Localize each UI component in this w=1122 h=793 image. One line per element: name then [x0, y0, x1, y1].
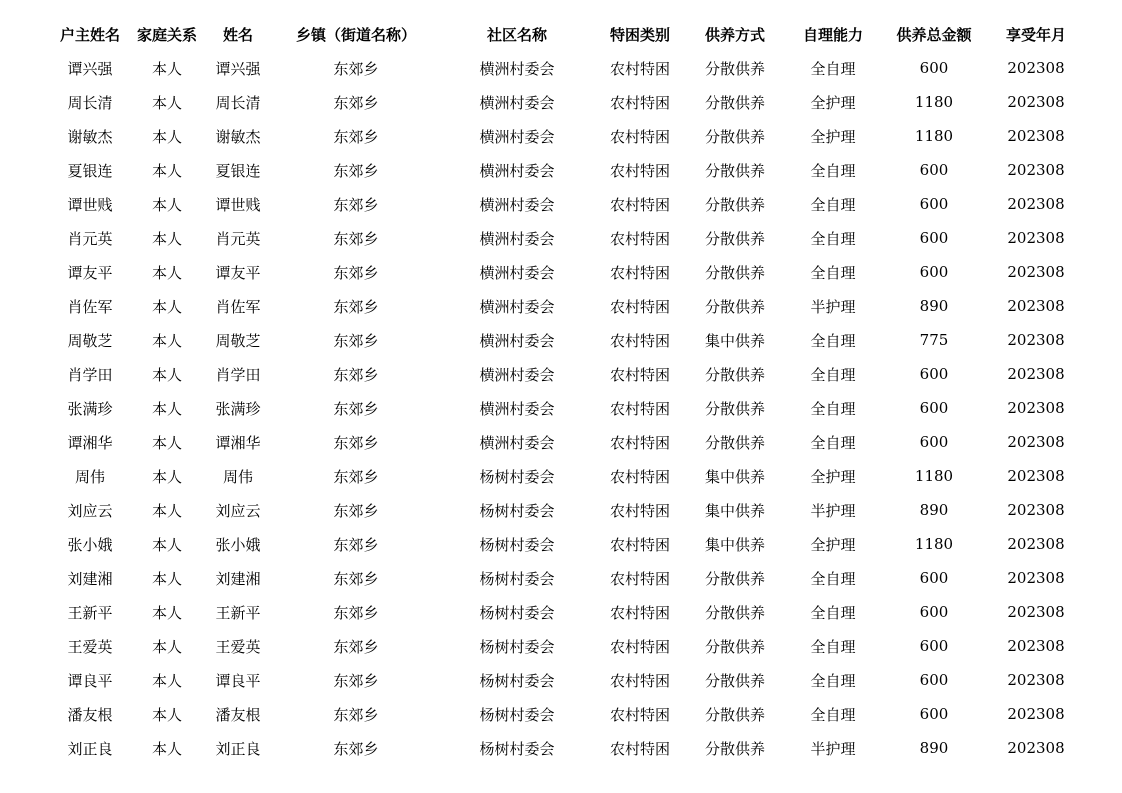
effective-month-cell: 202308 — [1007, 127, 1065, 145]
household-head-name-cell: 谭友平 — [67, 263, 113, 282]
document-sheet — [50, 17, 1070, 765]
relief-category-cell: 农村特困 — [609, 331, 670, 350]
total-amount-cell: 600 — [919, 365, 949, 383]
name-cell: 肖佐军 — [215, 297, 261, 316]
self-care-ability-cell: 全自理 — [810, 263, 856, 282]
effective-month-cell: 202308 — [1007, 739, 1065, 757]
name-cell: 谭世贱 — [215, 195, 261, 214]
household-head-name-cell: 肖学田 — [67, 365, 113, 384]
total-amount-cell: 600 — [919, 263, 949, 281]
total-amount-cell: 890 — [919, 501, 949, 519]
community-cell: 横洲村委会 — [479, 59, 555, 78]
community-cell: 横洲村委会 — [479, 93, 555, 112]
self-care-ability-cell: 全自理 — [810, 569, 856, 588]
township-cell: 东郊乡 — [333, 739, 379, 758]
name-cell: 潘友根 — [215, 705, 261, 724]
support-method-cell: 分散供养 — [704, 59, 765, 78]
self-care-ability-cell: 全护理 — [810, 127, 856, 146]
relief-category-cell: 农村特困 — [609, 433, 670, 452]
table-body — [50, 51, 1086, 765]
self-care-ability-cell: 全自理 — [810, 399, 856, 418]
township-cell: 东郊乡 — [333, 569, 379, 588]
community-cell: 横洲村委会 — [479, 433, 555, 452]
effective-month-cell: 202308 — [1007, 297, 1065, 315]
community-cell: 杨树村委会 — [479, 705, 555, 724]
support-method-cell: 集中供养 — [704, 501, 765, 520]
support-method-cell: 分散供养 — [704, 365, 765, 384]
household-head-name-cell: 谢敏杰 — [67, 127, 113, 146]
self-care-ability-cell: 全自理 — [810, 195, 856, 214]
name-cell: 肖元英 — [215, 229, 261, 248]
effective-month-cell: 202308 — [1007, 365, 1065, 383]
family-relation-cell: 本人 — [151, 161, 182, 180]
self-care-ability-cell: 全护理 — [810, 467, 856, 486]
household-head-name-cell: 刘正良 — [67, 739, 113, 758]
relief-category-cell: 农村特困 — [609, 467, 670, 486]
township-cell: 东郊乡 — [333, 297, 379, 316]
total-amount-cell: 600 — [919, 569, 949, 587]
header-total-amount: 供养总金额 — [896, 25, 972, 44]
self-care-ability-cell: 全自理 — [810, 365, 856, 384]
township-cell: 东郊乡 — [333, 671, 379, 690]
relief-category-cell: 农村特困 — [609, 399, 670, 418]
table-row — [50, 51, 1086, 85]
support-method-cell: 分散供养 — [704, 127, 765, 146]
family-relation-cell: 本人 — [151, 229, 182, 248]
community-cell: 横洲村委会 — [479, 229, 555, 248]
township-cell: 东郊乡 — [333, 467, 379, 486]
effective-month-cell: 202308 — [1007, 705, 1065, 723]
township-cell: 东郊乡 — [333, 331, 379, 350]
effective-month-cell: 202308 — [1007, 535, 1065, 553]
header-township: 乡镇（街道名称） — [295, 25, 416, 44]
township-cell: 东郊乡 — [333, 229, 379, 248]
township-cell: 东郊乡 — [333, 637, 379, 656]
self-care-ability-cell: 全自理 — [810, 603, 856, 622]
relief-category-cell: 农村特困 — [609, 365, 670, 384]
family-relation-cell: 本人 — [151, 195, 182, 214]
self-care-ability-cell: 全自理 — [810, 331, 856, 350]
household-head-name-cell: 张小娥 — [67, 535, 113, 554]
township-cell: 东郊乡 — [333, 365, 379, 384]
community-cell: 杨树村委会 — [479, 535, 555, 554]
self-care-ability-cell: 全自理 — [810, 433, 856, 452]
header-support-method: 供养方式 — [704, 25, 765, 44]
household-head-name-cell: 谭世贱 — [67, 195, 113, 214]
family-relation-cell: 本人 — [151, 59, 182, 78]
total-amount-cell: 600 — [919, 161, 949, 179]
township-cell: 东郊乡 — [333, 705, 379, 724]
name-cell: 周伟 — [222, 467, 253, 486]
township-cell: 东郊乡 — [333, 59, 379, 78]
header-community: 社区名称 — [486, 25, 547, 44]
community-cell: 横洲村委会 — [479, 195, 555, 214]
table-row — [50, 391, 1086, 425]
township-cell: 东郊乡 — [333, 195, 379, 214]
township-cell: 东郊乡 — [333, 535, 379, 554]
community-cell: 杨树村委会 — [479, 501, 555, 520]
total-amount-cell: 1180 — [914, 127, 954, 145]
family-relation-cell: 本人 — [151, 433, 182, 452]
self-care-ability-cell: 全自理 — [810, 705, 856, 724]
self-care-ability-cell: 全护理 — [810, 93, 856, 112]
community-cell: 横洲村委会 — [479, 331, 555, 350]
family-relation-cell: 本人 — [151, 467, 182, 486]
total-amount-cell: 600 — [919, 705, 949, 723]
family-relation-cell: 本人 — [151, 399, 182, 418]
effective-month-cell: 202308 — [1007, 399, 1065, 417]
name-cell: 谭兴强 — [215, 59, 261, 78]
household-head-name-cell: 谭兴强 — [67, 59, 113, 78]
relief-recipient-table — [50, 17, 1086, 765]
family-relation-cell: 本人 — [151, 331, 182, 350]
support-method-cell: 集中供养 — [704, 535, 765, 554]
effective-month-cell: 202308 — [1007, 637, 1065, 655]
header-name: 姓名 — [222, 25, 253, 44]
household-head-name-cell: 潘友根 — [67, 705, 113, 724]
name-cell: 谭湘华 — [215, 433, 261, 452]
support-method-cell: 分散供养 — [704, 637, 765, 656]
township-cell: 东郊乡 — [333, 501, 379, 520]
family-relation-cell: 本人 — [151, 603, 182, 622]
household-head-name-cell: 张满珍 — [67, 399, 113, 418]
family-relation-cell: 本人 — [151, 297, 182, 316]
relief-category-cell: 农村特困 — [609, 637, 670, 656]
family-relation-cell: 本人 — [151, 739, 182, 758]
effective-month-cell: 202308 — [1007, 229, 1065, 247]
total-amount-cell: 1180 — [914, 93, 954, 111]
table-row — [50, 289, 1086, 323]
family-relation-cell: 本人 — [151, 263, 182, 282]
support-method-cell: 分散供养 — [704, 93, 765, 112]
community-cell: 横洲村委会 — [479, 127, 555, 146]
table-row — [50, 187, 1086, 221]
effective-month-cell: 202308 — [1007, 195, 1065, 213]
support-method-cell: 分散供养 — [704, 739, 765, 758]
relief-category-cell: 农村特困 — [609, 263, 670, 282]
total-amount-cell: 600 — [919, 195, 949, 213]
total-amount-cell: 600 — [919, 671, 949, 689]
self-care-ability-cell: 全自理 — [810, 671, 856, 690]
table-row — [50, 221, 1086, 255]
table-row — [50, 153, 1086, 187]
name-cell: 刘正良 — [215, 739, 261, 758]
support-method-cell: 分散供养 — [704, 433, 765, 452]
support-method-cell: 分散供养 — [704, 705, 765, 724]
support-method-cell: 集中供养 — [704, 467, 765, 486]
relief-category-cell: 农村特困 — [609, 195, 670, 214]
support-method-cell: 分散供养 — [704, 569, 765, 588]
name-cell: 谭良平 — [215, 671, 261, 690]
self-care-ability-cell: 半护理 — [810, 297, 856, 316]
table-row — [50, 119, 1086, 153]
community-cell: 杨树村委会 — [479, 467, 555, 486]
community-cell: 杨树村委会 — [479, 637, 555, 656]
total-amount-cell: 600 — [919, 637, 949, 655]
table-row — [50, 323, 1086, 357]
table-row — [50, 731, 1086, 765]
effective-month-cell: 202308 — [1007, 671, 1065, 689]
total-amount-cell: 600 — [919, 59, 949, 77]
relief-category-cell: 农村特困 — [609, 535, 670, 554]
household-head-name-cell: 谭湘华 — [67, 433, 113, 452]
table-row — [50, 561, 1086, 595]
family-relation-cell: 本人 — [151, 127, 182, 146]
household-head-name-cell: 肖元英 — [67, 229, 113, 248]
household-head-name-cell: 谭良平 — [67, 671, 113, 690]
effective-month-cell: 202308 — [1007, 467, 1065, 485]
township-cell: 东郊乡 — [333, 127, 379, 146]
household-head-name-cell: 周伟 — [74, 467, 105, 486]
relief-category-cell: 农村特困 — [609, 501, 670, 520]
self-care-ability-cell: 全自理 — [810, 229, 856, 248]
name-cell: 张满珍 — [215, 399, 261, 418]
support-method-cell: 分散供养 — [704, 263, 765, 282]
self-care-ability-cell: 半护理 — [810, 501, 856, 520]
community-cell: 横洲村委会 — [479, 365, 555, 384]
relief-category-cell: 农村特困 — [609, 127, 670, 146]
effective-month-cell: 202308 — [1007, 161, 1065, 179]
family-relation-cell: 本人 — [151, 705, 182, 724]
table-row — [50, 629, 1086, 663]
family-relation-cell: 本人 — [151, 365, 182, 384]
community-cell: 杨树村委会 — [479, 739, 555, 758]
name-cell: 张小娥 — [215, 535, 261, 554]
relief-category-cell: 农村特困 — [609, 93, 670, 112]
total-amount-cell: 890 — [919, 739, 949, 757]
community-cell: 杨树村委会 — [479, 569, 555, 588]
township-cell: 东郊乡 — [333, 93, 379, 112]
name-cell: 刘建湘 — [215, 569, 261, 588]
family-relation-cell: 本人 — [151, 637, 182, 656]
name-cell: 周长清 — [215, 93, 261, 112]
header-relief-category: 特困类别 — [609, 25, 670, 44]
name-cell: 夏银连 — [215, 161, 261, 180]
name-cell: 谭友平 — [215, 263, 261, 282]
family-relation-cell: 本人 — [151, 569, 182, 588]
total-amount-cell: 600 — [919, 433, 949, 451]
household-head-name-cell: 刘建湘 — [67, 569, 113, 588]
community-cell: 杨树村委会 — [479, 671, 555, 690]
total-amount-cell: 775 — [919, 331, 949, 349]
total-amount-cell: 1180 — [914, 535, 954, 553]
table-row — [50, 663, 1086, 697]
header-household-head-name: 户主姓名 — [59, 25, 120, 44]
relief-category-cell: 农村特困 — [609, 161, 670, 180]
relief-category-cell: 农村特困 — [609, 569, 670, 588]
township-cell: 东郊乡 — [333, 399, 379, 418]
table-row — [50, 493, 1086, 527]
township-cell: 东郊乡 — [333, 263, 379, 282]
effective-month-cell: 202308 — [1007, 59, 1065, 77]
total-amount-cell: 1180 — [914, 467, 954, 485]
household-head-name-cell: 肖佐军 — [67, 297, 113, 316]
effective-month-cell: 202308 — [1007, 569, 1065, 587]
header-row — [50, 17, 1086, 51]
family-relation-cell: 本人 — [151, 671, 182, 690]
relief-category-cell: 农村特困 — [609, 59, 670, 78]
support-method-cell: 分散供养 — [704, 297, 765, 316]
table-row — [50, 85, 1086, 119]
community-cell: 横洲村委会 — [479, 161, 555, 180]
relief-category-cell: 农村特困 — [609, 739, 670, 758]
name-cell: 王爱英 — [215, 637, 261, 656]
total-amount-cell: 600 — [919, 399, 949, 417]
table-row — [50, 697, 1086, 731]
household-head-name-cell: 周长清 — [67, 93, 113, 112]
household-head-name-cell: 周敬芝 — [67, 331, 113, 350]
effective-month-cell: 202308 — [1007, 263, 1065, 281]
effective-month-cell: 202308 — [1007, 93, 1065, 111]
total-amount-cell: 600 — [919, 229, 949, 247]
self-care-ability-cell: 全护理 — [810, 535, 856, 554]
header-family-relation: 家庭关系 — [136, 25, 197, 44]
effective-month-cell: 202308 — [1007, 501, 1065, 519]
relief-category-cell: 农村特困 — [609, 297, 670, 316]
name-cell: 肖学田 — [215, 365, 261, 384]
township-cell: 东郊乡 — [333, 161, 379, 180]
relief-category-cell: 农村特困 — [609, 229, 670, 248]
family-relation-cell: 本人 — [151, 535, 182, 554]
table-row — [50, 595, 1086, 629]
total-amount-cell: 890 — [919, 297, 949, 315]
household-head-name-cell: 王新平 — [67, 603, 113, 622]
table-header — [50, 17, 1086, 51]
relief-category-cell: 农村特困 — [609, 671, 670, 690]
name-cell: 谢敏杰 — [215, 127, 261, 146]
header-effective-month: 享受年月 — [1005, 25, 1066, 44]
support-method-cell: 集中供养 — [704, 331, 765, 350]
name-cell: 刘应云 — [215, 501, 261, 520]
support-method-cell: 分散供养 — [704, 161, 765, 180]
relief-category-cell: 农村特困 — [609, 603, 670, 622]
support-method-cell: 分散供养 — [704, 229, 765, 248]
self-care-ability-cell: 全自理 — [810, 161, 856, 180]
self-care-ability-cell: 全自理 — [810, 59, 856, 78]
support-method-cell: 分散供养 — [704, 195, 765, 214]
community-cell: 横洲村委会 — [479, 263, 555, 282]
name-cell: 周敬芝 — [215, 331, 261, 350]
support-method-cell: 分散供养 — [704, 399, 765, 418]
table-row — [50, 459, 1086, 493]
effective-month-cell: 202308 — [1007, 331, 1065, 349]
household-head-name-cell: 刘应云 — [67, 501, 113, 520]
self-care-ability-cell: 全自理 — [810, 637, 856, 656]
community-cell: 横洲村委会 — [479, 297, 555, 316]
name-cell: 王新平 — [215, 603, 261, 622]
relief-category-cell: 农村特困 — [609, 705, 670, 724]
family-relation-cell: 本人 — [151, 93, 182, 112]
community-cell: 横洲村委会 — [479, 399, 555, 418]
table-row — [50, 425, 1086, 459]
household-head-name-cell: 夏银连 — [67, 161, 113, 180]
table-row — [50, 527, 1086, 561]
total-amount-cell: 600 — [919, 603, 949, 621]
effective-month-cell: 202308 — [1007, 433, 1065, 451]
household-head-name-cell: 王爱英 — [67, 637, 113, 656]
header-self-care-ability: 自理能力 — [802, 25, 863, 44]
effective-month-cell: 202308 — [1007, 603, 1065, 621]
support-method-cell: 分散供养 — [704, 671, 765, 690]
community-cell: 杨树村委会 — [479, 603, 555, 622]
family-relation-cell: 本人 — [151, 501, 182, 520]
township-cell: 东郊乡 — [333, 603, 379, 622]
table-row — [50, 357, 1086, 391]
self-care-ability-cell: 半护理 — [810, 739, 856, 758]
support-method-cell: 分散供养 — [704, 603, 765, 622]
township-cell: 东郊乡 — [333, 433, 379, 452]
table-row — [50, 255, 1086, 289]
